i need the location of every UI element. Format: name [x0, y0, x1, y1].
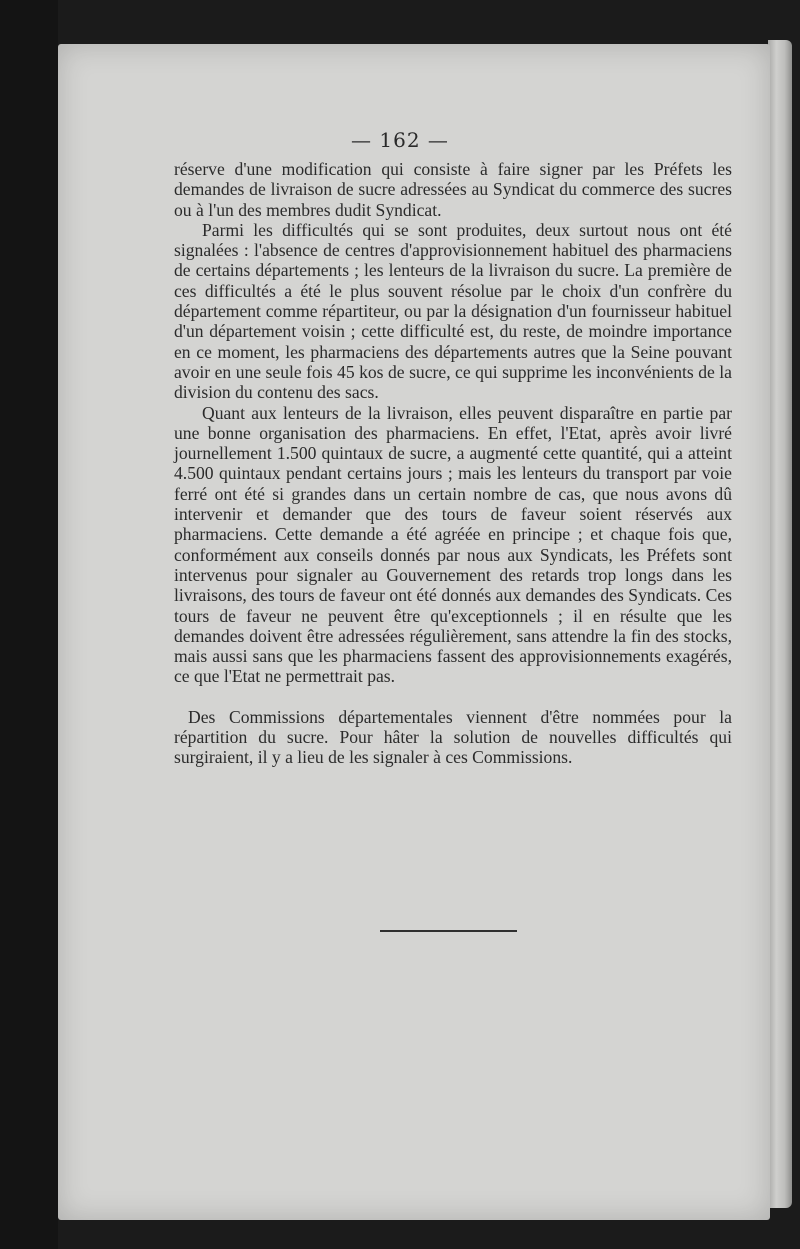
book-binding-shadow — [0, 0, 58, 1249]
body-text — [174, 159, 732, 768]
paragraph-1: réserve d'une modification qui consiste à faire signer par les Préfets les demandes de livraison de sucre adressées au Syndicat du commerce des sucres ou à l'un des membres dudit Syndicat. — [174, 159, 732, 220]
page-number: — 162 — — [351, 128, 449, 152]
paragraph-2: Parmi les difficultés qui se sont produites, deux surtout nous ont été signalées : l'absence de centres d'approvisionnement habituel des pharmaciens de certains départements ; les lenteurs de la livraison du sucre. La première de ces difficultés a été le plus souvent résolue par le choix d'un confrère du département comme répartiteur, ou par la désignation d'un fournisseur habituel d'un département voisin ; cette difficulté est, du reste, de moindre importance en ce moment, les pharmaciens des départements autres que la Seine pouvant avoir en une seule fois 45 kos de sucre, ce qui supprime les inconvénients de la division du contenu des sacs. — [174, 219, 732, 403]
page-edge — [768, 40, 792, 1208]
section-divider-rule — [380, 930, 517, 932]
paragraph-3: Quant aux lenteurs de la livraison, elles peuvent disparaître en partie par une bonne organisation des pharmaciens. En effet, l'Etat, après avoir livré journellement 1.500 quintaux de sucre, a augmenté cette quantité, qui a atteint 4.500 quintaux pendant certains jours ; mais les lenteurs du transport par voie ferré ont été si grandes dans un certain nombre de cas, que nous avons dû intervenir et demander que des tours de faveur soient réservés aux pharmaciens. Cette demande a été agréée en principe ; et chaque fois que, conformément aux conseils donnés par nous aux Syndicats, les Préfets sont intervenus pour signaler au Gouvernement des retards trop longs dans les livraisons, des tours de faveur ont été donnés aux demandes des Syndicats. Ces tours de faveur ne peuvent être qu'exceptionnels ; il en résulte que les demandes doivent être adressées régulièrement, sans attendre la fin des stocks, mais aussi sans que les pharmaciens fassent des approvisionnements exagérés, ce que l'Etat ne permettrait pas. — [174, 402, 732, 687]
paragraph-4: Des Commissions départementales viennent d'être nommées pour la répartition du sucre. Pour hâter la solution de nouvelles difficultés qui surgiraient, il y a lieu de les signaler à ces Commissions. — [174, 706, 732, 768]
